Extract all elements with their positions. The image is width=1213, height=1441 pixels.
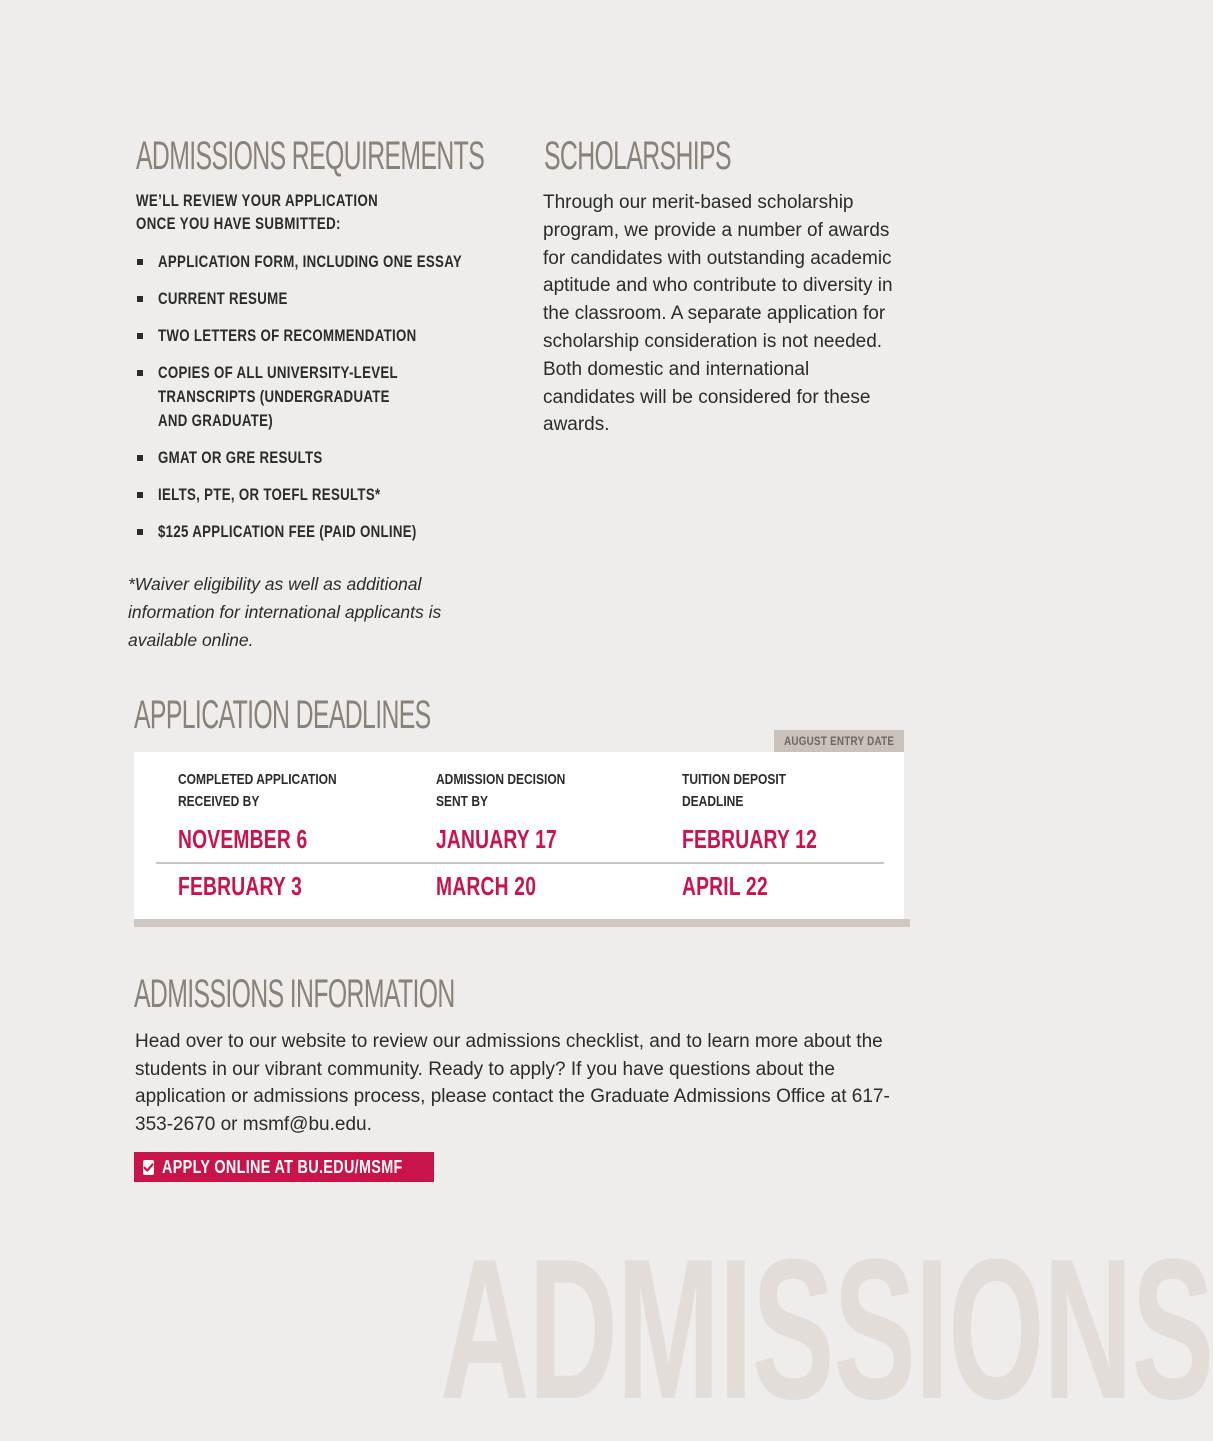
requirement-item [136, 446, 596, 470]
requirement-item-label: TWO LETTERS OF RECOMMENDATION [158, 326, 417, 345]
requirement-item-label: COPIES OF ALL UNIVERSITY-LEVEL TRANSCRIPTS (UNDERGRADUATE AND GRADUATE) [158, 363, 398, 430]
square-bullet-icon [137, 296, 143, 302]
deadlines-table [134, 752, 904, 919]
deadlines-row-divider [156, 862, 884, 864]
deadline-date: MARCH 20 [436, 871, 537, 901]
square-bullet-icon [137, 492, 143, 498]
requirement-item-label: IELTS, PTE, OR TOEFL RESULTS* [158, 485, 381, 504]
square-bullet-icon [137, 370, 143, 376]
deadlines-column-header: TUITION DEPOSIT DEADLINE [682, 771, 787, 810]
watermark-text: ADMISSIONS [440, 1218, 1213, 1441]
deadline-date: JANUARY 17 [436, 824, 557, 854]
checkbox-check-icon [143, 1160, 154, 1175]
deadlines-column-header: COMPLETED APPLICATION RECEIVED BY [178, 771, 337, 810]
apply-online-button[interactable] [134, 1152, 434, 1182]
apply-online-label: APPLY ONLINE AT BU.EDU/MSMF [162, 1156, 403, 1177]
info-heading: ADMISSIONS INFORMATION [134, 972, 455, 1016]
requirement-item-label: GMAT OR GRE RESULTS [158, 448, 323, 467]
square-bullet-icon [137, 333, 143, 339]
square-bullet-icon [137, 529, 143, 535]
scholarships-body: Through our merit-based scholarship program, we provide a number of awards for candidates with outstanding academic aptitude and who contribute to diversity in the classroom. A separate application for scholarship consideration is not needed. Both domestic and international candidates will be considered for these awards. [543, 192, 893, 436]
requirement-item-label: APPLICATION FORM, INCLUDING ONE ESSAY [158, 252, 463, 271]
requirement-item-label: CURRENT RESUME [158, 289, 288, 308]
deadline-date: APRIL 22 [682, 871, 768, 901]
deadline-date: FEBRUARY 3 [178, 871, 303, 901]
square-bullet-icon [137, 455, 143, 461]
requirements-note: *Waiver eligibility as well as additional information for international applicants is available online. [128, 574, 442, 650]
deadlines-table-shadow [134, 919, 910, 927]
entry-date-badge-label: AUGUST ENTRY DATE [783, 734, 895, 748]
deadline-date: FEBRUARY 12 [682, 824, 818, 854]
deadlines-heading: APPLICATION DEADLINES [134, 693, 431, 737]
requirement-item [136, 287, 596, 311]
requirement-item [136, 361, 596, 433]
square-bullet-icon [137, 259, 143, 265]
scholarships-heading: SCHOLARSHIPS [544, 134, 731, 178]
deadline-date: NOVEMBER 6 [178, 824, 308, 854]
deadlines-column-header: ADMISSION DECISION SENT BY [436, 771, 566, 810]
requirements-list [136, 250, 596, 544]
info-body: Head over to our website to review our admissions checklist, and to learn more about the students in our vibrant community. Ready to apply? If you have questions about the application or admissions process, please contact the Graduate Admissions Office at 617-353-2670 or msmf@bu.edu. [135, 1031, 890, 1135]
requirement-item [136, 483, 596, 507]
requirements-heading: ADMISSIONS REQUIREMENTS [136, 134, 485, 178]
requirement-item [136, 250, 596, 274]
requirement-item [136, 520, 596, 544]
requirement-item [136, 324, 596, 348]
requirement-item-label: $125 APPLICATION FEE (PAID ONLINE) [158, 522, 417, 541]
requirements-intro: WE’LL REVIEW YOUR APPLICATION ONCE YOU HAVE SUBMITTED: [136, 191, 379, 233]
entry-date-badge [774, 730, 904, 752]
